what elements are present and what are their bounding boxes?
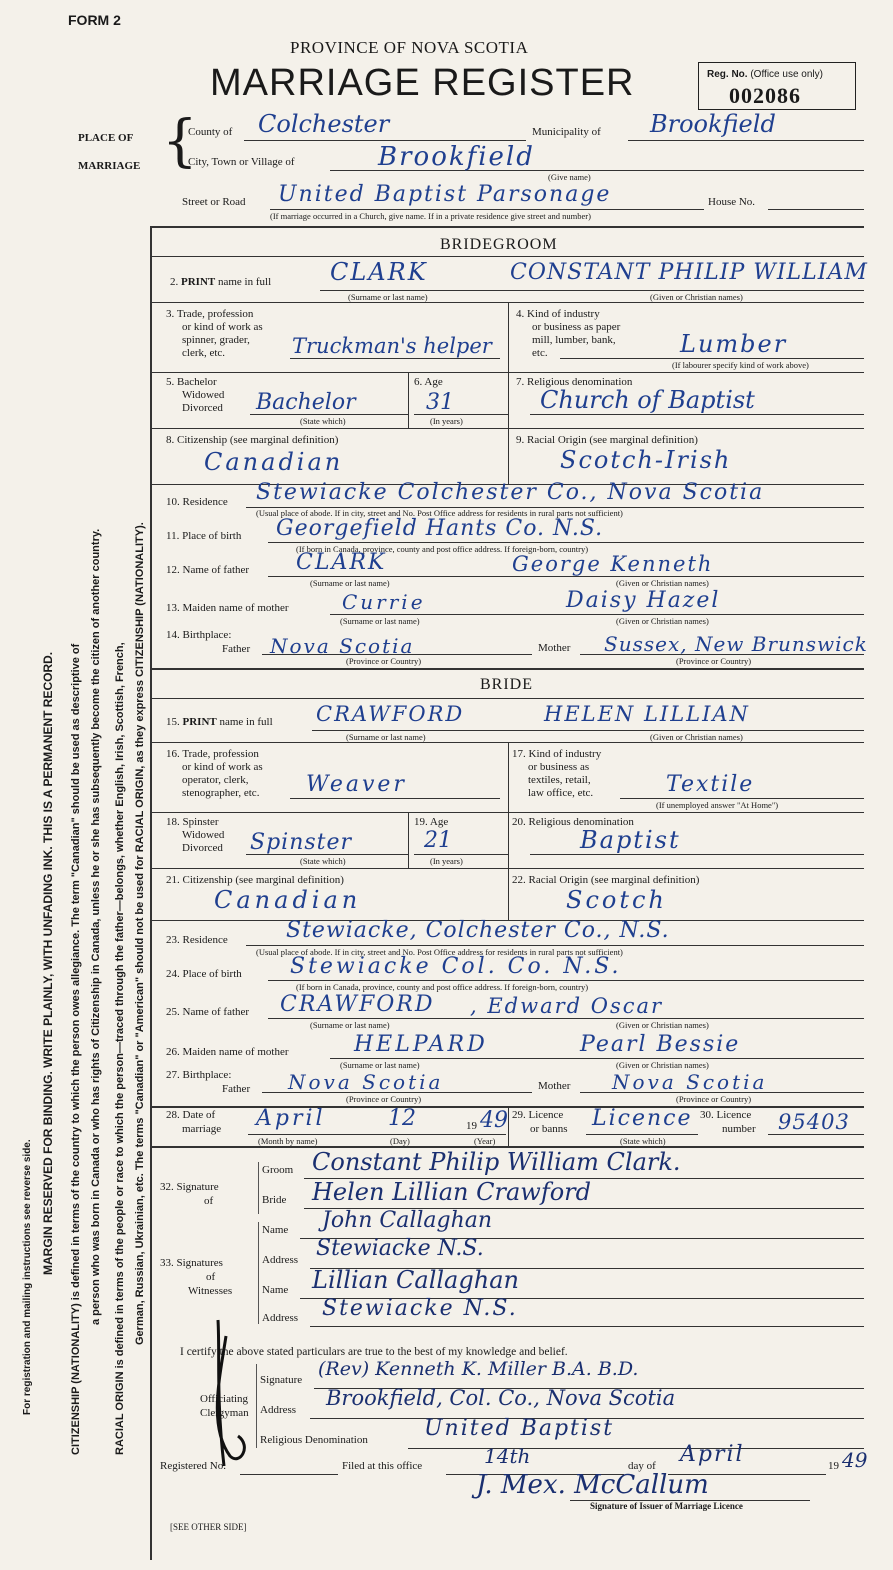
bride-birth-label: 24. Place of birth (166, 968, 242, 980)
groom-mother-surname-caption: (Surname or last name) (340, 616, 420, 626)
bride-racial: Scotch (566, 886, 667, 914)
street-value: United Baptist Parsonage (278, 182, 612, 207)
margin-line-5: RACIAL ORIGIN is defined in terms of the people or race to which the person—traced through the father—belongs, whether English, Irish, Scottish, French, (114, 642, 126, 1455)
bride-signature-label: Bride (262, 1194, 287, 1206)
groom-father-surname: CLARK (296, 550, 387, 575)
marriage-month: April (256, 1106, 326, 1131)
city-value: Brookfield (378, 142, 535, 172)
bride-given-caption: (Given or Christian names) (650, 732, 743, 742)
bride-age-label: 19. Age (414, 816, 449, 828)
groom-father-given-caption: (Given or Christian names) (616, 578, 709, 588)
bride-status-label: 18. Spinster Widowed Divorced (166, 816, 225, 854)
groom-birth: Georgefield Hants Co. N.S. (276, 516, 604, 541)
form-left-border (150, 226, 152, 1560)
groom-age: 31 (426, 390, 454, 415)
groom-residence-caption: (Usual place of abode. If in city, street and No. Post Office address for residents in rural parts not sufficient) (256, 508, 623, 518)
bride-mother-label: 26. Maiden name of mother (166, 1046, 289, 1058)
page-title: MARRIAGE REGISTER (210, 62, 635, 104)
groom-status-caption: (State which) (300, 416, 346, 426)
licence-banns-label: 29. Licence or banns (512, 1109, 568, 1135)
county-value: Colchester (258, 110, 390, 138)
witness1-name-label: Name (262, 1224, 289, 1236)
bride-birth-caption: (If born in Canada, province, county and post office address. If foreign-born, country) (296, 982, 589, 992)
groom-father-birth-caption: (Province or Country) (346, 656, 422, 666)
margin-line-2: MARGIN RESERVED FOR BINDING. WRITE PLAINLY, WITH UNFADING INK. THIS IS A PERMANENT RECORD. (41, 651, 55, 1275)
groom-citizenship: Canadian (204, 448, 344, 476)
bride-residence-caption: (Usual place of abode. If in city, street and No. Post Office address for residents in rural parts not sufficient) (256, 947, 623, 957)
margin-instructions (18, 0, 150, 1455)
marriage-day-caption: (Day) (390, 1136, 410, 1146)
certify-statement: I certify the above stated particulars are true to the best of my knowledge and belief. (180, 1346, 568, 1358)
bride-religion-label: 20. Religious denomination (512, 816, 634, 828)
bride-father-birth: Nova Scotia (288, 1070, 444, 1094)
groom-father-surname-caption: (Surname or last name) (310, 578, 390, 588)
filed-label: Filed at this office (342, 1460, 423, 1472)
issuer-signature: J. Mex. McCallum (476, 1470, 709, 1500)
bride-surname: CRAWFORD (316, 702, 465, 726)
bride-mother-birth-caption: (Province or Country) (676, 1094, 752, 1104)
issuer-caption: Signature of Issuer of Marriage Licence (590, 1501, 743, 1511)
county-label: County of (188, 126, 233, 138)
bride-trade: Weaver (306, 772, 407, 797)
witness1-name: John Callaghan (322, 1208, 493, 1233)
bride-father-birth-caption: (Province or Country) (346, 1094, 422, 1104)
municipality-value: Brookfield (650, 110, 776, 138)
bride-religion: Baptist (580, 826, 681, 854)
groom-mother-birth-caption: (Province or Country) (676, 656, 752, 666)
groom-industry-label: 4. Kind of industry or business as paper mill, lumber, bank, etc. (516, 308, 621, 359)
marriage-date-label: 28. Date of marriage (166, 1109, 222, 1135)
groom-surname-caption: (Surname or last name) (348, 292, 428, 302)
bride-racial-label: 22. Racial Origin (see marginal definition) (512, 874, 700, 886)
bride-signature: Helen Lillian Crawford (312, 1178, 591, 1206)
filed-month: April (680, 1442, 745, 1467)
bride-father-given: , Edward Oscar (470, 994, 664, 1018)
bride-birthplace-label: 27. Birthplace: Father (166, 1069, 251, 1095)
bride-age: 21 (424, 828, 452, 853)
registered-no-label: Registered No. (160, 1460, 226, 1472)
groom-birth-caption: (If born in Canada, province, county and post office address. If foreign-born, country) (296, 544, 589, 554)
street-label: Street or Road (182, 196, 246, 208)
bride-mother-given-caption: (Given or Christian names) (616, 1060, 709, 1070)
groom-father-birth: Nova Scotia (270, 634, 415, 658)
bride-father-surname: CRAWFORD (280, 992, 435, 1017)
bride-father-label: 25. Name of father (166, 1006, 250, 1018)
licence-number: 95403 (778, 1110, 850, 1134)
margin-line-6: German, Russian, Ukrainian, etc. The terms "Canadian" or "American" should not be used for RACIAL ORIGIN, as they express CITIZENSHIP (NATIONALITY). (134, 522, 146, 1345)
witness2-name: Lillian Callaghan (312, 1266, 519, 1294)
city-label: City, Town or Village of (188, 156, 295, 168)
witness2-name-label: Name (262, 1284, 289, 1296)
bride-residence: Stewiacke, Colchester Co., N.S. (286, 918, 670, 943)
groom-racial: Scotch-Irish (560, 446, 732, 474)
place-label: PLACE OF MARRIAGE (78, 132, 141, 172)
bride-status-caption: (State which) (300, 856, 346, 866)
marriage-year: 49 (480, 1108, 508, 1133)
bridegroom-heading: BRIDEGROOM (440, 236, 558, 253)
place-brace: { (162, 109, 198, 174)
groom-father-given: George Kenneth (512, 552, 714, 576)
witness2-address-label: Address (262, 1312, 299, 1324)
bride-industry-label: 17. Kind of industry or business as textiles, retail, law office, etc. (512, 748, 602, 799)
clergy-signature-label: Signature (260, 1374, 303, 1386)
licence-state-caption: (State which) (620, 1136, 666, 1146)
margin-line-3: CITIZENSHIP (NATIONALITY) is defined in terms of the country to which the person owes allegiance. The term "Canadian" should be used as descriptive of (70, 643, 82, 1455)
filed-year: 49 (842, 1448, 868, 1472)
day-of-label: day of (628, 1460, 656, 1472)
street-note: (If marriage occurred in a Church, give name. If in a private residence give street and number) (270, 211, 591, 221)
bride-mother-given: Pearl Bessie (580, 1032, 741, 1057)
groom-signature-label: Groom (262, 1164, 294, 1176)
marriage-day: 12 (388, 1106, 416, 1131)
house-label: House No. (708, 196, 756, 208)
see-other-side: [SEE OTHER SIDE] (170, 1522, 247, 1532)
groom-industry: Lumber (680, 330, 788, 358)
groom-industry-caption: (If labourer specify kind of work above) (672, 360, 809, 370)
groom-citizenship-label: 8. Citizenship (see marginal definition) (166, 434, 339, 446)
municipality-label: Municipality of (532, 126, 601, 138)
pen-flourish-mark (190, 1316, 270, 1476)
groom-status: Bachelor (256, 390, 356, 415)
bride-industry-caption: (If unemployed answer "At Home") (656, 800, 779, 810)
filed-year-prefix: 19 (828, 1460, 839, 1472)
bride-mother-birth: Nova Scotia (612, 1070, 768, 1094)
marriage-month-caption: (Month by name) (258, 1136, 318, 1146)
groom-given: CONSTANT PHILIP WILLIAM (510, 260, 868, 285)
groom-trade: Truckman's helper (292, 334, 492, 358)
bride-mother-word: Mother (538, 1080, 571, 1092)
groom-mother-label: 13. Maiden name of mother (166, 602, 289, 614)
bride-name-label: 15. PRINT name in full (166, 716, 273, 728)
groom-father-label: 12. Name of father (166, 564, 250, 576)
groom-age-label: 6. Age (414, 376, 443, 388)
groom-mother-birth: Sussex, New Brunswick (604, 632, 868, 656)
signature-section-label: 32. Signature of (160, 1181, 219, 1207)
groom-religion-label: 7. Religious denomination (516, 376, 633, 388)
groom-signature: Constant Philip William Clark. (312, 1148, 681, 1176)
bride-birth: Stewiacke Col. Co. N.S. (290, 954, 622, 979)
groom-racial-label: 9. Racial Origin (see marginal definition) (516, 434, 698, 446)
groom-birthplace-label: 14. Birthplace: Father (166, 629, 251, 655)
groom-mother-word: Mother (538, 642, 571, 654)
reg-no-box (698, 62, 856, 110)
groom-given-caption: (Given or Christian names) (650, 292, 743, 302)
groom-status-label: 5. Bachelor Widowed Divorced (166, 376, 225, 414)
groom-mother-given: Daisy Hazel (566, 588, 721, 613)
margin-line-4: a person who was born in Canada or who has rights of Citizenship in Canada, unless he or she has subsequently become the citizen of another country. (90, 528, 102, 1325)
bride-mother-surname: HELPARD (354, 1032, 488, 1057)
groom-mother-surname: Currie (342, 590, 426, 614)
bride-industry: Textile (666, 772, 755, 797)
groom-birth-label: 11. Place of birth (166, 530, 242, 542)
bride-mother-surname-caption: (Surname or last name) (340, 1060, 420, 1070)
groom-residence: Stewiacke Colchester Co., Nova Scotia (256, 480, 765, 505)
bride-residence-label: 23. Residence (166, 934, 228, 946)
bride-trade-label: 16. Trade, profession or kind of work as operator, clerk, stenographer, etc. (166, 748, 263, 799)
groom-residence-label: 10. Residence (166, 496, 228, 508)
groom-surname: CLARK (330, 258, 428, 286)
bride-status: Spinster (250, 830, 353, 855)
margin-line-1: For registration and mailing instructions see reverse side. (22, 1139, 33, 1415)
witness1-address: Stewiacke N.S. (316, 1236, 484, 1261)
licence-number-label: 30. Licence number (700, 1109, 756, 1135)
form-number: FORM 2 (68, 12, 121, 28)
witness2-address: Stewiacke N.S. (322, 1296, 518, 1321)
bride-heading: BRIDE (480, 676, 533, 693)
bride-citizenship: Canadian (214, 886, 362, 914)
groom-mother-given-caption: (Given or Christian names) (616, 616, 709, 626)
witness-section-label: 33. Signatures of Witnesses (160, 1257, 233, 1297)
reg-no-value: 002086 (729, 83, 801, 108)
clergy-address: Brookfield, Col. Co., Nova Scotia (326, 1386, 676, 1410)
licence-or-banns: Licence (592, 1106, 693, 1131)
bride-father-given-caption: (Given or Christian names) (616, 1020, 709, 1030)
bride-father-surname-caption: (Surname or last name) (310, 1020, 390, 1030)
bride-given: HELEN LILLIAN (544, 702, 750, 726)
clergy-denomination: United Baptist (424, 1416, 615, 1441)
clergy-denomination-label: Religious Denomination (260, 1434, 368, 1446)
clergy-address-label: Address (260, 1404, 297, 1416)
groom-age-caption: (In years) (430, 416, 463, 426)
groom-religion: Church of Baptist (540, 386, 755, 414)
filed-day: 14th (484, 1444, 531, 1468)
marriage-year-prefix: 19 (466, 1120, 477, 1132)
clergyman-label: Officiating Clergyman (200, 1393, 249, 1419)
give-name-caption: (Give name) (548, 172, 591, 182)
witness1-address-label: Address (262, 1254, 299, 1266)
groom-name-label: 2. PRINT name in full (170, 276, 272, 288)
reg-no-label: Reg. No. (Office use only) (707, 69, 823, 80)
groom-trade-label: 3. Trade, profession or kind of work as spinner, grader, clerk, etc. (166, 308, 263, 359)
province-heading: PROVINCE OF NOVA SCOTIA (290, 38, 529, 57)
clergy-signature: (Rev) Kenneth K. Miller B.A. B.D. (318, 1358, 639, 1380)
bride-citizenship-label: 21. Citizenship (see marginal definition) (166, 874, 344, 886)
bride-age-caption: (In years) (430, 856, 463, 866)
bride-surname-caption: (Surname or last name) (346, 732, 426, 742)
marriage-year-caption: (Year) (474, 1136, 496, 1146)
